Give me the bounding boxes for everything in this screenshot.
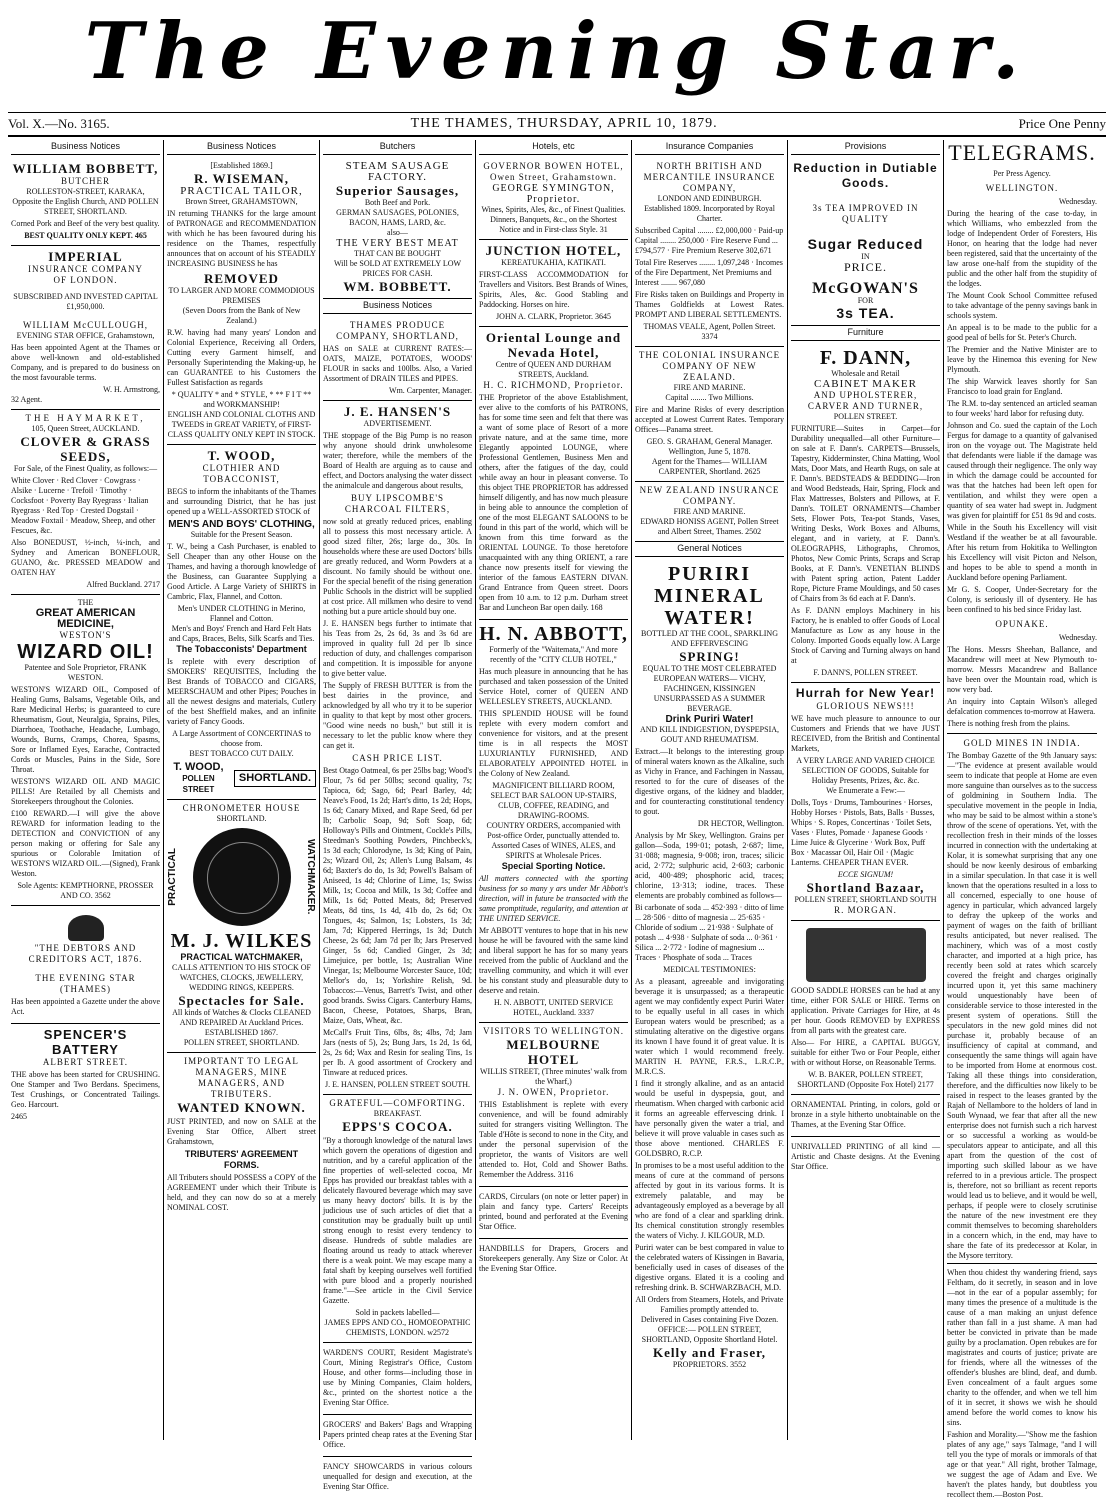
column-6 [788, 140, 944, 1440]
royal-crest-icon [68, 915, 104, 941]
wizard-oil-ad: THE GREAT AMERICAN MEDICINE, WESTON'S WIZARD OIL! Patentee and Sole Proprietor, FRANK WESTON. WESTON'S WIZARD OIL, Composed of Healing Gums, Balsams, Vegetable Oils, and Rare Medicinal Herbs; is guaranteed to cure Rheumatism, Gout, Neuralgia, Sprains, Piles, Diarrhoea, Toothache, Headache, Lumbago, Wounds, Burns, Cramps, Chorea, Spasms, Sore or Inflamed Eyes, Earache, Contracted Cords or Muscles, Pains in the Side, Sore Throat. WESTON'S WIZARD OIL AND MAGIC PILLS! Are Retailed by all Chemists and Storekeepers throughout the Colonies. £100 REWARD.—I will give the above REWARD for information leading to the DETECTION and CONVICTION of any person making or offering for Sale any spurious or Colorable Imitation of WESTON'S WIZARD OIL.—(Signed), Frank Weston. Sole Agents: KEMPTHORNE, PROSSER AND CO. 3562 [11, 595, 160, 906]
column-heading: Butchers [323, 140, 472, 155]
ad-title: PURIRI MINERAL WATER! [654, 563, 765, 629]
wood-clothier-ad: T. WOOD, CLOTHIER AND TOBACCONIST, BEGS to inform the inhabitants of the Thames and surrounding District, that he has just opened up a WELL-ASSORTED STOCK of MEN'S AND BOYS' CLOTHING, Suitable for the Present Season. T. W., being a Cash Purchaser, is enabled to Sell Cheaper than any other House on the Thames, and having a thorough knowledge of the Business, can Guarantee Supplying a Good Article. A Large Variety of SHIRTS in Cambric, Flax, Flannel, and Cotton. Men's UNDER CLOTHING in Merino, Flannel and Cotton. Men's and Boys' French and Hard Felt Hats and Caps, Braces, Belts, Silk Scarfs and Ties. The Tobacconists' Department Is replete with every description of SMOKERS' REQUISITES, Including the Best Brands of TOBACCO and CIGARS, MEERSCHAUM and other Pipes; Pouches in all the newest designs and materials, Cutlery of the best Sheffield makes, and an infinite variety of Fancy Goods. A Large Assortment of CONCERTINAS to choose from. BEST TOBACCO CUT DAILY. T. WOOD, POLLEN STREET SHORTLAND. [167, 445, 316, 800]
ad-title: CLOVER & GRASS SEEDS, [20, 434, 151, 464]
masthead-title: The Evening Star. [84, 6, 1030, 97]
ad-title: T. WOOD, [207, 448, 276, 463]
epps-cocoa-ad: GRATEFUL—COMFORTING. BREAKFAST. EPPS'S COCOA. "By a thorough knowledge of the natural laws which govern the operations of digestion and nutrition, and by a careful application of the fine properties of well-selected cocoa, Mr Epps has provided our breakfast tables with a delicately flavoured beverage which may save us many heavy doctors' bills. It is by the judicious use of such articles of diet that a constitution may be gradually built up until strong enough to resist every tendency to disease. Hundreds of subtle maladies are floating around us ready to attack wherever there is a weak point. We may escape many a fatal shaft by keeping ourselves well fortified with pure blood and a properly nourished frame."—See article in the Civil Service Gazette. Sold in packets labelled— JAMES EPPS AND CO., HOMOEOPATHIC CHEMISTS, LONDON. w2572 [323, 1095, 472, 1343]
colonial-insurance-ad: THE COLONIAL INSURANCE COMPANY OF NEW ZEALAND. FIRE AND MARINE. Capital ........ Two Millions. Fire and Marine Risks of every description accepted at Lowest Current Rates. Temporary Offices—Panama street. GEO. S. GRAHAM, General Manager. Wellington, June 5, 1878. Agent for the Thames— WILLIAM CARPENTER, Shortland. 2625 [635, 347, 784, 482]
price: Price One Penny [1018, 116, 1106, 131]
thames-produce-ad: THAMES PRODUCE COMPANY, SHORTLAND, HAS on SALE at CURRENT RATES:— OATS, MAIZE, POTATOES, WOODS' FLOUR in sacks and 100lbs. Also, a Varied Assortment of DRAIN TILES and PIPES. Wm. Carpenter, Manager. [323, 317, 472, 401]
column-1 [8, 140, 164, 1440]
mcgowans-tea-ad: Reduction in Dutiable Goods. 3s TEA IMPROVED IN QUALITY Sugar Reduced IN PRICE. McGOWAN'S FOR 3s TEA. [791, 158, 940, 326]
oriental-lounge-ad: Oriental Lounge and Nevada Hotel, Centre of QUEEN AND DURHAM STREETS, Auckland. H. C. RICHMOND, Proprietor. THE Proprietor of the above Establishment, ever alive to the comforts of his PATRONS, has for some time seen and felt that there was a want of some place of Resort of a more private nature, and at the same time, more Elegantly appointed LOUNGE, where Professional Gentlemen, Business Men and others, after the fatigues of the day, could while away an hour in pleasant converse. To this object THE PROPRIETOR has addressed himself diligently, and has now much pleasure in being able to announce the completion of one of the most ELEGANT SALOONS to be found in this part of the world, which will be known from this time forward as the ORIENTAL LOUNGE. To those heretofore unacquainted with any thing ORIENT, a rare chance now presents itself for viewing the interior of the famous EASTERN DIVAN. Grand Entrance from Queen street. Doors open from 10 a.m. to 12 p.m. Durham street Bar and Luncheon Bar open daily. 168 [479, 327, 628, 620]
ad-title: Reduction in Dutiable Goods. [793, 161, 938, 190]
tributers-forms-ad: IMPORTANT TO LEGAL MANAGERS, MINE MANAGERS, AND TRIBUTERS. WANTED KNOWN. JUST PRINTED, and now on SALE at the Evening Star Office, Albert street Grahamstown, TRIBUTERS' AGREEMENT FORMS. All Tributers should POSSESS a COPY of the AGREEMENT under which their Tribute is held, and they can now do so at a merely NOMINAL COST. [167, 1056, 316, 1212]
column-heading: Business Notices [167, 140, 316, 155]
ad-title: EPPS'S COCOA. [342, 1119, 453, 1134]
ad-title: R. WISEMAN, [194, 171, 289, 186]
column-heading: Business Notices [11, 140, 160, 155]
bobbett-butcher-ad: WILLIAM BOBBETT, BUTCHER ROLLESTON-STREET, KARAKA, Opposite the English Church, AND POLLEN STREET, SHORTLAND. Corned Pork and Beef of the very best quality. BEST QUALITY ONLY KEPT. 465 [11, 158, 160, 246]
hansen-ad: J. E. HANSEN'S ADVERTISEMENT. THE stoppage of the Big Pump is no reason why anyone should drink unwholesome water; therefore, while the members of the Board of Health are arguing as to cause and effect, and Doctors analysing the water dissect the animalcule and dangerous about results, BUY LIPSCOMBE'S CHARCOAL FILTERS, now sold at greatly reduced prices, enabling all to possess this most necessary article. A good sized filter, 26s; large do., 30s. In households where these are used Doctors' bills are greatly reduced, and Worm Powders at a discount. No family should be without one. For the special benefit of the rising generation Public Schools in the district will be supplied at cost price. All milkmen who desire to vend nothing but a pure article should buy one. J. E. HANSEN begs further to intimate that his Teas from 2s, 2s 6d, 3s and 3s 6d are improved in quality full 2d per lb since reduction of duty, and challenges comparison and competition. It is impossible for anyone to give better value. The Supply of FRESH BUTTER is from the best dairies in the province, and acknowledged by all who try it to be superior in quality to that kept by most other grocers. "Good wine needs no bush," but still it is necessary to let the public know where they can get it. CASH PRICE LIST. Best Otago Oatmeal, 6s per 25lbs bag; Wood's Flour, 7s 6d per 50lbs; second quality, 7s; Tapioca, 6d; Sago, 6d; Pearl Barley, 4d; Neave's Food, 1s 2d; Hart's ditto, 1s 2d; Hops, 1s 6d; Canary Mixed, and Rape Seed, 6d per lb; Carbolic Soap, 9d; Soft Soap, 6d; Holloway's Pills and Ointment, Cockle's Pills, Steedman's Soothing Powders, Pinchbeck's, 1s 3d each; Chlorodyne, 1s 3d; King of Pain, 2s; Wizard Oil, 2s; Allen's Lung Balsam, 4s 6d; Baxter's do do, 1s 3d; Powell's Balsam of Aniseed, 1s 4d; Chlorine of Lime, 1s; Swiss Milk, 1s; Cocoa and Milk, 1s 3d; Coffee and Milk, 1s 6d; Potted Meats, 8d; Preserved Meats, 8d tins, 1s 4d, 41b do, 2s 6d; Ox Tongues, 4s; Salmon, 1s; Lobsters, 1s 3d; Jam, 7d; Kippered Herrings, 1s 3d; Dutch Cheese, 2s 6d; Jam 7d per lb; Jars Preserved Ginger, 5s 6d; Candied Ginger, 2s 3d; Limejuice, per bottle, 1s; Australian Wine Vinegar, 1s; Melbourne Worcester Sauce, 10d; Mellor's do, 1s; Yorkshire Relish, 9d. Tobaccos:—Venus, Barrett's Twist, and other good brands. Swiss Cigars. Canterbury Hams, Bacon, Cheese, Potatoes, Sharps, Bran, Maize, Oats, Wheat, &c. McCall's Fruit Tins, 6lbs, 8s; 4lbs, 7d; Jam Jars (nests of 5), 2s; Bung Jars, 1s 2d, 1s 6d, 2s, 2s 6d; Wax and Resin for sealing Tins, 1s per lb. A good assortment of Crockery and Tinware at reduced prices. J. E. HANSEN, POLLEN STREET SOUTH. [323, 401, 472, 1095]
ad-title: THE COLONIAL INSURANCE COMPANY OF NEW ZEALAND. [638, 350, 781, 382]
column-4 [476, 140, 632, 1440]
puriri-water-ad: PURIRI MINERAL WATER! BOTTLED AT THE COOL, SPARKLING AND EFFERVESCING SPRING! EQUAL TO THE MOST CELEBRATED EUROPEAN WATERS— VICHY, FACHINGEN, KISSINGEN UNSURPASSED AS A SUMMER BEVERAGE. Drink Puriri Water! AND KILL INDIGESTION, DYSPEPSIA, GOUT AND RHEUMATISM. Extract.—It belongs to the interesting group of mineral waters known as the Alkaline, such as Vichy in France, and Fachingen in Nassau, resorted to for the cure of diseases of the digestive organs, of the kidney and bladder, and for counteracting constitutional tendency to gout. DR HECTOR, Wellington. Analysis by Mr Skey, Wellington. Grains per gallon—Soda, 199·01; potash, 2·687; lime, 31·088; magnesia, 9·008; iron, traces; silicic acid, 2·772; sulphuric acid, 2·603; carbonic acid, 400·489; phosphoric acid, traces; chlorine, 13·313; iodine, traces. These elements are probably combined as follows— Bi carbonate of soda ... 452·393 · ditto of lime ... 28·506 · ditto of magnesia ... 25·635 · Chloride of sodium ... 21·938 · Sulphate of potash ... 4·938 · Sulphate of soda ... 0·361 · Silica ... 2·772 · Iodine of magnesium ... Traces · Phosphate of soda ... Traces MEDICAL TESTIMONIES: As a pleasant, agreeable and invigorating beverage it is unsurpassed; as a therapeutic agent we may confidently expect Puriri Water to be equally useful in all cases in which European waters would be prescribed; as a stimulating alterative on the digestive organs its known I have found it of great value. It is water which I would recommend freely. MARTIN H. PAYNE, F.R.S., L.R.C.P., M.R.C.S. I find it strongly alkaline, and as an antacid would be useful in dyspepsia, gout, and rheumatism. When charged with carbonic acid it forms an agreeable effervescing drink. I have personally given the water a trial, and believe it will prove valuable in cases such as those above mentioned. CHARLES F. GOLDSBRO, R.C.P. In promises to be a most useful addition to the means of cure at the command of persons affected by gout in its various forms. It is extremely palatable, and may be advantageously employed as a beverage by all who are fond of a clear and sparkling drink. Its chemical constitution strongly resembles the waters of Vichy. J. KILGOUR, M.D. Puriri water can be best compared in value to the celebrated waters of Kissingen in Bavaria, beneficially used in cases of diseases of the digestive organs. Elated it is a cooling and refreshing drink. B. SCHWARZBACH, M.D. All Orders from Steamers, Hotels, and Private Families promptly attended to. Delivered in Cases containing Five Dozen. OFFICE:— POLLEN STREET, SHORTLAND, Opposite Shortland Hotel. Kelly and Fraser, PROPRIETORS. 3552 [635, 563, 784, 1369]
junction-hotel-ad: JUNCTION HOTEL, KEREATUKAHIA, KATIKATI. FIRST-CLASS ACCOMMODATION for Travellers and Visitors. Best Brands of Wines, Spirits, Ales, &c. Good Stabling and Paddocking. Horses on hire. JOHN A. CLARK, Proprietor. 3645 [479, 240, 628, 327]
spencers-battery-ad: SPENCER'S BATTERY ALBERT STREET. THE above has been started for CRUSHING. One Stamper and Two Berdans. Specimens, Test Crushings, or Concentrated Tailings. Geo. Harcourt. 2465 [11, 1027, 160, 1121]
column-heading: Hotels, etc [479, 140, 628, 155]
ad-title: STEAM SAUSAGE FACTORY. [345, 160, 450, 183]
ad-title: M. J. WILKES [170, 930, 313, 952]
fancy-showcards-ad: FANCY SHOWCARDS in various colours unequalled for design and execution, at the Evening Star Office. [323, 1462, 472, 1491]
steam-sausage-ad: STEAM SAUSAGE FACTORY. Superior Sausages, Both Beef and Pork. GERMAN SAUSAGES, POLONIES, BACON, HAMS, LARD, &c. also— THE VERY BEST MEAT THAT CAN BE BOUGHT Will be SOLD AT EXTREMELY LOW PRICES FOR CASH. WM. BOBBETT. [323, 158, 472, 299]
column-heading: Furniture [791, 326, 940, 341]
column-5 [632, 140, 788, 1440]
chronometer-house-ad: CHRONOMETER HOUSE SHORTLAND. PRACTICAL WATCHMAKER. M. J. WILKES PRACTICAL WATCHMAKER, CALLS ATTENTION TO HIS STOCK OF WATCHES, CLOCKS, JEWELLERY, WEDDING RINGS, KEEPERS. Spectacles for Sale. All kinds of Watches & Clocks CLEANED AND REPAIRED At Auckland Prices. ESTABLISHED 1867. POLLEN STREET, SHORTLAND. [167, 800, 316, 1053]
ad-title: Hurrah for New Year! [795, 686, 936, 700]
place-and-date: THE THAMES, THURSDAY, APRIL 10, 1879. [410, 116, 718, 131]
saddle-horses-ad: GOOD SADDLE HORSES can be had at any time, either FOR SALE or HIRE. Terms on application. Private Carriages for Hire, at 4s per hour. Goods REMOVED by EXPRESS from all parts with the greatest care. Also— For HIRE, a CAPITAL BUGGY, suitable for either Two or Four People, either with or without Horse, on Reasonable Terms. W. B. BAKER, POLLEN STREET, SHORTLAND (Opposite Fox Hotel) 2177 [791, 921, 940, 1095]
nz-insurance-ad: NEW ZEALAND INSURANCE COMPANY. FIRE AND MARINE. EDWARD HONISS AGENT, Pollen Street and Albert Street, Thames. 2502 [635, 482, 784, 542]
ornamental-printing-ad: ORNAMENTAL Printing, in colors, gold or bronze in a style hitherto unobtainable on the Thames, at the Evening Star Office. [791, 1095, 940, 1137]
ad-title: WILLIAM BOBBETT, [12, 161, 159, 176]
masthead [0, 4, 1114, 100]
debtors-act-ad: "THE DEBTORS AND CREDITORS ACT, 1876. THE EVENING STAR (THAMES) Has been appointed a Gazette under the above Act. [11, 906, 160, 1024]
pocket-watch-icon [193, 828, 291, 926]
ad-title: F. DANN, [819, 347, 912, 369]
ad-title: H. N. ABBOTT, [479, 623, 628, 645]
ad-title: GOVERNOR BOWEN HOTEL, Owen Street, Grahamstown. [483, 161, 624, 182]
horse-carriage-icon [806, 928, 926, 982]
governor-bowen-hotel-ad: GOVERNOR BOWEN HOTEL, Owen Street, Grahamstown. GEORGE SYMINGTON, Proprietor. Wines, Spirits, Ales, &c., of Finest Qualities. Dinners, Banquets, &c., on the Shortest Notice and in First-class Style. 31 [479, 158, 628, 240]
warden-court-ad: WARDEN'S COURT, Resident Magistrate's Court, Mining Registrar's Office, Custom House, and other forms—including those in use by Mining Companies, Claim holders, &c., printed on the shortest notice a the Evening Star Office. [323, 1343, 472, 1415]
handbills-ad: HANDBILLS for Drapers, Grocers and Storekeepers generally. Any Size or Color. At the Evening Star Office. [479, 1244, 628, 1273]
ad-title: NEW ZEALAND INSURANCE COMPANY. [639, 485, 780, 506]
dann-furniture-ad: F. DANN, Wholesale and Retail CABINET MAKER AND UPHOLSTERER, CARVER AND TURNER, POLLEN STREET. FURNITURE—Suites in Carpet—for Durability unequalled—all other Furniture—on sale at F. Dann's. CARPETS—Brussels, Tapestry, Kidderminster, China Matting, Wool Mats, Door Mats, and Hearth Rugs, on sale at F. Dann's. BEDSTEADS & BEDDING—Iron and Wood Bedsteads, Hair, Spring, Flock and Flax Mattresses, Bolsters and Pillows, at F. Dann's. TOILET ORNAMENTS—Chamber Sets, Flower Pots, Tea-pot Stands, Vases, Writing Desks, Work Boxes and Albums, elegant, and in variety, at F. Dann's. OLEOGRAPHS, Lithographs, Chromos, Photos, New Comic Prints, Scraps and Scrap Books, at F. Dann's. VENETIAN BLINDS with Patent spring action, Patent Ladder Rope, Picture Frame Mouldings, and 50 cases of Chairs from 3s 6d each at F. Dann's. As F. DANN employs Machinery in his Factory, he is enabled to offer Goods of Local Manufacture as Low as any house in the Colony. Imported Goods equally low. A Large Stock of Carving and Turning always on hand at F. DANN'S, POLLEN STREET. [791, 344, 940, 683]
columns [8, 140, 1108, 1499]
haymarket-seeds-ad: THE HAYMARKET, 105, Queen Street, AUCKLAND. CLOVER & GRASS SEEDS, For Sale, of the Finest Quality, as follows:— White Clover · Red Clover · Cowgrass · Alsike · Lucerne · Trefoil · Timothy · Cocksfoot · Poverty Bay Ryegrass · Italian Ryegrass · Red Top · Crested Dogstail · Meadow Foxtail · Meadow, Sheep, and other Fescues, &c. Also BONEDUST, ½-inch, ¼-inch, and Sydney and American BONEFLOUR, GUANO, &c. PRESSED MEADOW and OATEN HAY Alfred Buckland. 2717 [11, 410, 160, 595]
imperial-insurance-ad: IMPERIAL INSURANCE COMPANY OF LONDON. SUBSCRIBED AND INVESTED CAPITAL £1,950,000. WILLIAM McCULLOUGH, EVENING STAR OFFICE, Grahamstown, Has been appointed Agent at the Thames or above well-known and old-established Company, and is prepared to do business on the most favourable terms. W. H. Armstrong, 32 Agent. [11, 246, 160, 410]
abbott-hotel-ad: H. N. ABBOTT, Formerly of the "Waitemata," And more recently of the "CITY CLUB HOTEL," Has much pleasure in announcing that he has purchased and taken possession of the United Service Hotel, corner of QUEEN AND WELLESLEY STREETS, AUCKLAND. THIS SPLENDID HOUSE will be found replete with every modern comfort and convenience for visitors, and at the present time is in all respects the MOST LUXURIANTLY FURNISHED, AND ELABORATELY APPOINTED HOTEL in the Colony of New Zealand. MAGNIFICENT BILLIARD ROOM, SELECT BAR SALOON UP-STAIRS, CLUB, COFFEE, READING, and DRAWING-ROOMS. COUNTRY ORDERS, accompanied with Post-office Order, punctually attended to. Assorted Cases of WINES, ALES, and SPIRITS at Wholesale Prices. Special Sporting Notice. All matters connected with the sporting business for so many y ars under Mr Abbott's direction, will in future be transacted with the same promptitude, regularity, and attention at THE UNITED SERVICE. Mr ABBOTT ventures to hope that in his new house he will be favoured with the same kind and liberal support he has for so many years received from the public of Auckland and the travelling community, and which it will ever be his constant study and pleasurable duty to deserve and retain. H. N. ABBOTT, UNITED SERVICE HOTEL, Auckland. 3337 [479, 620, 628, 1023]
dateline [8, 112, 1106, 137]
ad-title: WIZARD OIL! [17, 641, 154, 663]
ad-title: MELBOURNE HOTEL [506, 1037, 601, 1067]
wood-box: T. WOOD, POLLEN STREET SHORTLAND. [167, 762, 316, 795]
column-3 [320, 140, 476, 1491]
wiseman-tailor-ad: [Established 1869.] R. WISEMAN, PRACTICAL TAILOR, Brown Street, GRAHAMSTOWN, IN returning THANKS for the large amount of PATRONAGE and RECOMMENDATION with which he has been favoured during his residence on the Thames, respectfully announces that on account of his STEADILY INCREASING BUSINESS he has REMOVED TO LARGER AND MORE COMMODIOUS PREMISES (Seven Doors from the Bank of New Zealand.) R.W. having had many years' London and Colonial Experience, Receiving all Orders, Cutting every Garment himself, and Personally Superintending the Making-up, he can GUARANTEE to his Customers the Fullest Satisfaction as regards * QUALITY * and * STYLE, * ** F I T ** and WORKMANSHIP! ENGLISH AND COLONIAL CLOTHS AND TWEEDS in GREAT VARIETY, of FIRST-CLASS QUALITY ONLY KEPT IN STOCK. [167, 158, 316, 445]
cards-printing-ad: CARDS, Circulars (on note or letter paper) in plain and fancy type. Carters' Receipts printed, bound and perforated at the Evening Star Office. [479, 1187, 628, 1239]
column-heading: Business Notices [323, 299, 472, 314]
column-heading: General Notices [635, 542, 784, 557]
shortland-bazaar-ad: Hurrah for New Year! GLORIOUS NEWS!!! WE have much pleasure to announce to our Customers and Friends that we have JUST RECEIVED, from the British and Continental Markets, A VERY LARGE AND VARIED CHOICE SELECTION OF GOODS, Suitable for Holiday Presents, Prizes, &c. &c. We Enumerate a Few:— Dolls, Toys · Drums, Tambourines · Horses, Hobby Horses · Pistols, Bats, Balls · Busses, Whips · S. Ropes, Concertinas · Toilet Sets, Vases · Flutes, Pomade · Japanese Goods · Lime Juice & Glycerine · Work Box, Puff Box · Macassar Oil, Hair Oil · (Magic Lanterns. CHEAPER THAN EVER. ECCE SIGNUM! Shortland Bazaar, POLLEN STREET, SHORTLAND SOUTH R. MORGAN. [791, 683, 940, 921]
ad-title: IMPERIAL [48, 249, 123, 264]
ad-title: JUNCTION HOTEL, [485, 243, 622, 258]
volume-number: Vol. X.—No. 3165. [8, 116, 110, 131]
grocers-bags-ad: GROCERS' and Bakers' Bags and Wrapping Papers printed cheap rates at the Evening Star Office. [323, 1415, 472, 1457]
article-heading: GOLD MINES IN INDIA. [947, 733, 1097, 749]
ad-title: SPENCER'S [43, 1027, 128, 1042]
column-heading: Insurance Companies [635, 140, 784, 155]
ad-title: THAMES PRODUCE COMPANY, SHORTLAND, [336, 320, 459, 341]
column-heading: Provisions [791, 140, 940, 155]
melbourne-hotel-ad: VISITORS TO WELLINGTON. MELBOURNE HOTEL WILLIS STREET, (Three minutes' walk from the Wharf,) J. N. OWEN, Proprietor. THIS Establishment is replete with every convenience, and will be found admirably suited for strangers visiting Wellington. The Table d'Hôte is second to none in the City, and under the personal supervision of the proprietor, the wants of Visitors are well attended to. Hot, Cold and Shower Baths. Remember the Address. 3116 [479, 1023, 628, 1187]
ad-title: NORTH BRITISH AND MERCANTILE INSURANCE COMPANY, [643, 161, 776, 193]
column-2 [164, 140, 320, 1440]
unrivalled-printing-ad: UNRIVALLED PRINTING of all kind —Artistic and Chaste designs. At the Evening Star Office. [791, 1142, 940, 1171]
north-british-insurance-ad: NORTH BRITISH AND MERCANTILE INSURANCE COMPANY, LONDON AND EDINBURGH. Established 1809. Incorporated by Royal Charter. Subscribed Capital ........ £2,000,000 · Paid-up Capital ........ 250,000 · Fire Reserve Fund ... £794,577 · Fire Premium Reserve 302,671 Total Fire Reserves ........ 1,097,248 · Incomes of the Fire Department, Net Premiums and Interest ........ 967,080 Fire Risks taken on Buildings and Property in Thames Goldfields at Lowest Rates. PROMPT AND LIBERAL SETTLEMENTS. THOMAS VEALE, Agent, Pollen Street. 3374 [635, 158, 784, 347]
ad-title: J. E. HANSEN'S [343, 404, 452, 419]
telegrams-heading: TELEGRAMS. [948, 140, 1096, 165]
column-7: TELEGRAMS. Per Press Agency. WELLINGTON. Wednesday. During the hearing of the case to-day, in which Williams, who embezzled from the lodge of Independent Order of Foresters, His Honor, on hearing that the lodge had never been registered, said that the uncertainty of the law arose one-half from the stupidity of the public and the other half from the stupidity of the lodges. The Mount Cook School Committee refused to take advantage of the penny savings bank in schools system. An appeal is to be made to the public for a good peal of bells for St. Peter's Church. The Premier and the Native Minister are to leave by the Hinemoa this evening for New Plymouth. The ship Warwick leaves shortly for San Francisco to load grain for England. The R.M. to-day sentenced an articled seaman to four weeks' hard labor for refusing duty. Johnson and Co. sued the captain of the Loch Fergus for damage to a quantity of galvanised iron on the voyage out. The Magistrate held that defendants were liable if the damage was caused through their negligence. The only way in which the damage could be accounted for was that the hatches had been left open for ventilation, and whilst they were open a quantity of sea water had swept in. Judgment was given for plaintiff for £51 8s 9d and costs. While in the South his Excellency will visit Westland if the weather be at all favourable. After his return from Hokitika to Wellington his Excellency will visit Picton and Nelson, and hopes to be able to spend a month in Auckland before opening Parliament. Mr G. S. Cooper, Under-Secretary for the Colony, is seriously ill of dysentery. He has been confined to his bed since Friday last. OPUNAKE. Wednesday. The Hons. Messrs Sheehan, Ballance, and Macandrew will meet at New Plymouth to-morrow. Messrs Macandrew and Ballance have been over the Mountain road, which is now very bad. An inquiry into Captain Wilson's alleged defalcation commences to-morrow at Hawera. There is nothing fresh from the plains. GOLD MINES IN INDIA. The Bombay Gazette of the 9th January says:—"The evidence at present available would seem to indicate that people at Home are even more sanguine than ourselves as to the success of goldmining in Southern India. The speculative movement in the people in India, who may be said to be almost within a stone's throw of the scene of operations. Yet, with the recollection fresh in their minds of the losses incurred in connection with the undertaking at Kolar, it is somewhat surprising that any one should be now keenly desirous of embarking in a similar speculation. In that case it is well known that the operations resulted in a loss to all concerned, especially to one house of agency in particular, which advanced largely to defray the upkeep of the works and payment of wages on the faith of brilliant results anticipated, but never realised. The machinery, which was of a most costly character, and imported at a high price, has recently been sold at rates which scarcely covered the freight and charges originally incurred upon it, yet this same machinery would unquestionably have been of considerable service to those interested in the present system of operations. Still the speculators in the new gold mines did not purchase it, probably because of an insufficiency of capital at command, and consequently the same things will again have to be imported from Home at enormous cost. Taking all these things into consideration, therefore, and the difficulties now likely to be raised in respect to the leases granted by the Rajah of Nellambore to the holders of land in South Wynaad, we fear that after all the new enterprise does not furnish such a rich harvest or so successful a working as would-be speculators appear to anticipate, and all this apart from the question of the cost of importing such skilled labour as we have referred to in a previous article. The prospect is, therefore, not so brilliant as recent reports would lead us to believe, and it would be well, perhaps, if people were to closely scrutinise the nature of the new investment ere they commit themselves to becoming shareholders in a concern which, in the end, may have to share the fate of its predecessor at Kolar, in the Mysore territory. When thou chidest thy wandering friend, says Feltham, do it secretly, in season and in love—not in the ear of a popular assembly; for many times the presence of a multitude is the cause of a man making an unjust defence rather than fall in a just shame. A man had better be convicted in private than be made guilty by a proclamation. Open rebukes are for magistrates and courts of justice; private are for friends, where all the witnesses of the offender's blushes are blind, deaf, and dumb. Even concealment of a fault argues some charity to the offender, and when we tell him of it in secret, it shows we wish he should amend before the world comes to know his sins. Fashion and Morality.—"Show me the fashion plates of any age," says Talmage, "and I will tell you the type of morals or immorals of that age or that year." All right, brother Talmage, we suggest the age of Adam and Eve. We haven't the plates handy, but doubtless you recollect them.—Boston Post. [947, 140, 1097, 1499]
ad-title: Oriental Lounge and Nevada Hotel, [485, 330, 622, 360]
